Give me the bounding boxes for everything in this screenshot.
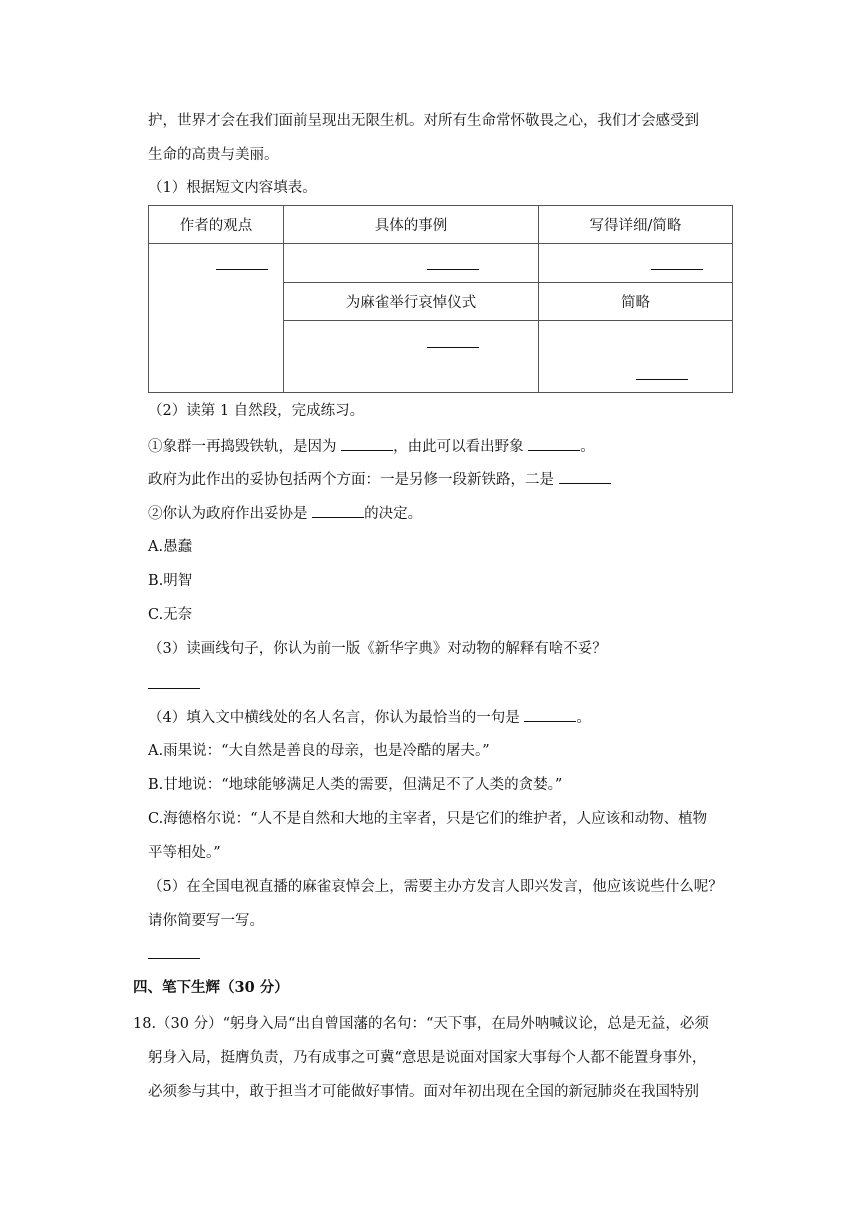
example-answer-cell[interactable] — [284, 244, 539, 283]
table-header-example: 具体的事例 — [284, 206, 539, 244]
question-4-prompt — [148, 707, 591, 728]
option-a[interactable]: A.雨果说：“大自然是善良的母亲，也是冷酷的屠夫。” — [148, 743, 490, 759]
question-1-prompt: （1）根据短文内容填表。 — [148, 180, 317, 196]
table-cell-example: 为麻雀举行哀悼仪式 — [284, 283, 539, 321]
answer-blank[interactable] — [636, 379, 688, 380]
question-3-prompt: （3）读画线句子，你认为前一版《新华字典》对动物的解释有啥不妥？ — [148, 641, 607, 657]
option-b[interactable]: B.甘地说：“地球能够满足人类的需要，但满足不了人类的贪婪。” — [148, 777, 563, 793]
table-header-viewpoint: 作者的观点 — [149, 206, 284, 244]
option-c-continued: 平等相处。” — [148, 845, 221, 861]
item-text: 的决定。 — [364, 506, 423, 522]
viewpoint-answer-cell[interactable] — [149, 244, 284, 393]
detail-answer-cell[interactable] — [539, 321, 733, 393]
answer-blank[interactable] — [312, 503, 364, 518]
table-header-detail: 写得详细/简略 — [539, 206, 733, 244]
item-text: 。 — [580, 439, 595, 455]
answer-blank[interactable] — [524, 707, 576, 722]
question-18-text: 躬身入局，挺膺负责，乃有成事之可冀“意思是说面对国家大事每个人都不能置身事外， — [148, 1050, 707, 1066]
table-cell-detail: 简略 — [539, 283, 733, 321]
answer-blank[interactable] — [148, 958, 200, 959]
question-5-prompt: （5）在全国电视直播的麻雀哀悼会上，需要主办方发言人即兴发言，他应该说些什么呢？ — [148, 879, 723, 895]
option-c[interactable]: C.无奈 — [148, 607, 193, 623]
fill-in-table — [148, 205, 733, 393]
answer-blank[interactable] — [427, 347, 479, 348]
question-2-item-2 — [148, 503, 422, 524]
question-5-prompt-continued: 请你简要写一写。 — [148, 913, 264, 929]
example-answer-cell[interactable] — [284, 321, 539, 393]
item-text: （4）填入文中横线处的名人名言，你认为最恰当的一句是 — [148, 710, 520, 726]
answer-blank[interactable] — [148, 688, 200, 689]
answer-blank[interactable] — [427, 269, 479, 270]
item-text: 。 — [576, 710, 591, 726]
section-heading: 四、笔下生辉（30 分） — [133, 979, 289, 996]
question-2-item-1 — [148, 436, 595, 457]
answer-blank[interactable] — [559, 469, 611, 484]
option-a[interactable]: A.愚蠢 — [148, 539, 193, 555]
item-text: ②你认为政府作出妥协是 — [148, 506, 308, 522]
question-18-text: 18.（30 分）“躬身入局“出自曾国藩的名句：“天下事，在局外呐喊议论，总是无益，必须 — [133, 1016, 709, 1032]
passage-line: 护，世界才会在我们面前呈现出无限生机。对所有生命常怀敬畏之心，我们才会感受到 — [148, 113, 699, 129]
answer-blank[interactable] — [651, 269, 703, 270]
question-2-prompt: （2）读第 1 自然段，完成练习。 — [148, 403, 365, 419]
item-text: ，由此可以看出野象 — [393, 439, 524, 455]
passage-line: 生命的高贵与美丽。 — [148, 147, 279, 163]
answer-blank[interactable] — [528, 436, 580, 451]
government-compromise-line — [148, 469, 611, 490]
answer-blank[interactable] — [216, 269, 268, 270]
option-c[interactable]: C.海德格尔说：“人不是自然和大地的主宰者，只是它们的维护者，人应该和动物、植物 — [148, 811, 708, 827]
option-b[interactable]: B.明智 — [148, 573, 193, 589]
question-18-text: 必须参与其中，敢于担当才可能做好事情。面对年初出现在全国的新冠肺炎在我国特别 — [148, 1084, 699, 1100]
answer-blank[interactable] — [341, 436, 393, 451]
detail-answer-cell[interactable] — [539, 244, 733, 283]
item-text: ①象群一再捣毁铁轨，是因为 — [148, 439, 337, 455]
item-text: 政府为此作出的妥协包括两个方面：一是另修一段新铁路，二是 — [148, 472, 554, 488]
